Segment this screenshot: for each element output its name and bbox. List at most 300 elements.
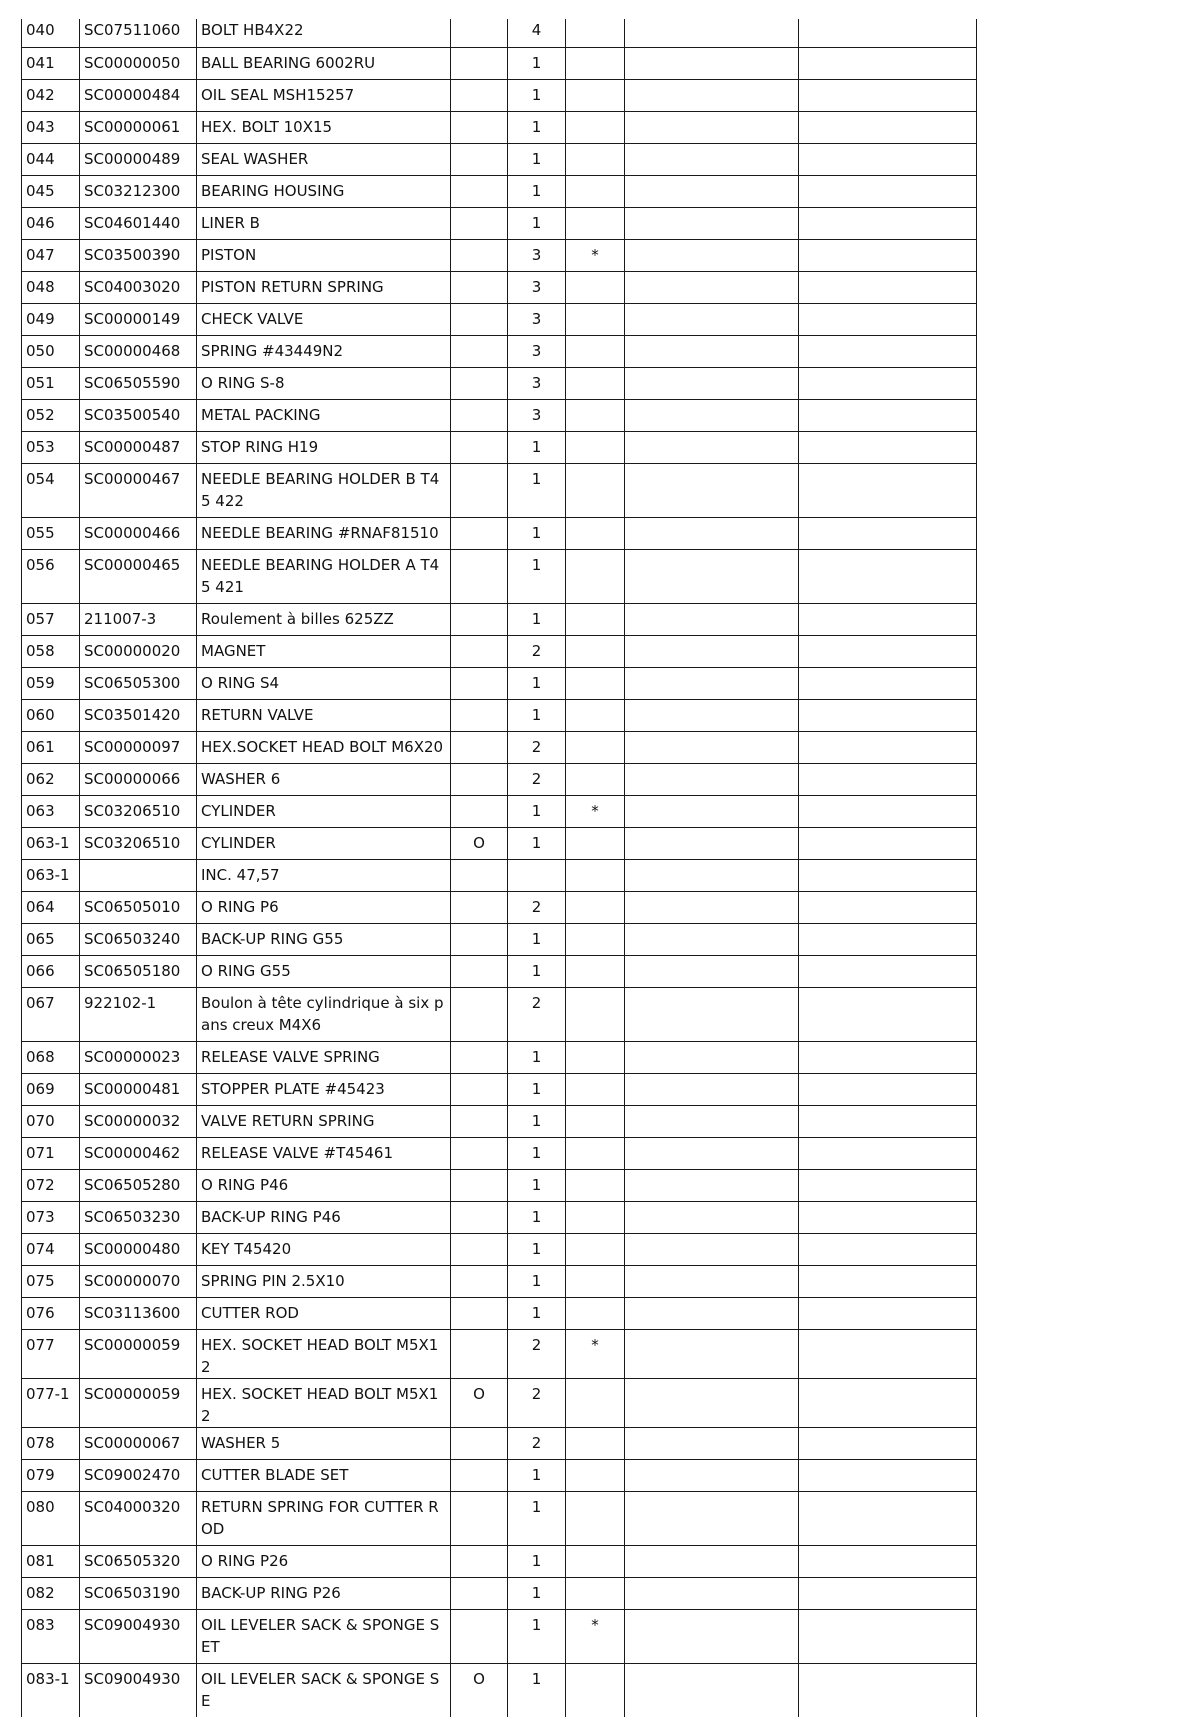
blank-cell-1 — [625, 79, 799, 111]
blank-cell-1 — [625, 1105, 799, 1137]
mark-cell: * — [566, 239, 625, 271]
option-cell — [451, 955, 508, 987]
part-code-cell: SC00000489 — [80, 143, 197, 175]
table-row — [22, 79, 977, 111]
part-number-cell: 066 — [22, 955, 80, 987]
part-name-cell: O RING P26 — [197, 1545, 451, 1577]
blank-cell-1 — [625, 335, 799, 367]
mark-cell — [566, 987, 625, 1041]
part-number-cell: 067 — [22, 987, 80, 1041]
mark-cell — [566, 1427, 625, 1459]
part-number-cell: 083-1 — [22, 1663, 80, 1717]
mark-cell — [566, 399, 625, 431]
table-row — [22, 1041, 977, 1073]
part-code-cell: SC00000467 — [80, 463, 197, 517]
part-name-cell: OIL LEVELER SACK & SPONGE SET — [197, 1609, 451, 1663]
mark-cell — [566, 79, 625, 111]
part-name-cell: KEY T45420 — [197, 1233, 451, 1265]
quantity-cell: 2 — [508, 763, 566, 795]
blank-cell-2 — [799, 1041, 977, 1073]
part-name-cell: RETURN SPRING FOR CUTTER ROD — [197, 1491, 451, 1545]
part-number-cell: 040 — [22, 19, 80, 47]
part-number-cell: 075 — [22, 1265, 80, 1297]
option-cell — [451, 463, 508, 517]
option-cell — [451, 763, 508, 795]
blank-cell-1 — [625, 1609, 799, 1663]
blank-cell-2 — [799, 239, 977, 271]
option-cell — [451, 47, 508, 79]
blank-cell-2 — [799, 175, 977, 207]
option-cell — [451, 1427, 508, 1459]
quantity-cell: 1 — [508, 1169, 566, 1201]
part-code-cell: SC06503230 — [80, 1201, 197, 1233]
part-name-cell: OIL SEAL MSH15257 — [197, 79, 451, 111]
parts-list-body — [22, 19, 977, 1717]
mark-cell — [566, 891, 625, 923]
quantity-cell: 1 — [508, 517, 566, 549]
table-row — [22, 1233, 977, 1265]
part-code-cell: 922102-1 — [80, 987, 197, 1041]
table-row — [22, 1073, 977, 1105]
part-name-cell: RELEASE VALVE #T45461 — [197, 1137, 451, 1169]
quantity-cell: 2 — [508, 891, 566, 923]
quantity-cell: 2 — [508, 1378, 566, 1427]
option-cell: O — [451, 827, 508, 859]
part-number-cell: 082 — [22, 1577, 80, 1609]
blank-cell-2 — [799, 517, 977, 549]
part-number-cell: 061 — [22, 731, 80, 763]
blank-cell-2 — [799, 1427, 977, 1459]
quantity-cell: 1 — [508, 1297, 566, 1329]
option-cell — [451, 731, 508, 763]
mark-cell — [566, 463, 625, 517]
option-cell — [451, 207, 508, 239]
part-number-cell: 072 — [22, 1169, 80, 1201]
quantity-cell: 1 — [508, 1459, 566, 1491]
part-number-cell: 045 — [22, 175, 80, 207]
table-row — [22, 1169, 977, 1201]
mark-cell — [566, 1041, 625, 1073]
mark-cell — [566, 1577, 625, 1609]
blank-cell-2 — [799, 1459, 977, 1491]
option-cell — [451, 635, 508, 667]
part-code-cell: SC09004930 — [80, 1609, 197, 1663]
option-cell — [451, 335, 508, 367]
part-number-cell: 077-1 — [22, 1378, 80, 1427]
table-row — [22, 1297, 977, 1329]
table-row — [22, 367, 977, 399]
blank-cell-2 — [799, 955, 977, 987]
blank-cell-1 — [625, 603, 799, 635]
mark-cell — [566, 699, 625, 731]
mark-cell — [566, 763, 625, 795]
part-number-cell: 056 — [22, 549, 80, 603]
part-number-cell: 053 — [22, 431, 80, 463]
blank-cell-2 — [799, 891, 977, 923]
blank-cell-1 — [625, 1297, 799, 1329]
blank-cell-1 — [625, 1491, 799, 1545]
option-cell — [451, 1041, 508, 1073]
table-row — [22, 635, 977, 667]
option-cell — [451, 1459, 508, 1491]
option-cell — [451, 549, 508, 603]
part-number-cell: 057 — [22, 603, 80, 635]
part-number-cell: 059 — [22, 667, 80, 699]
blank-cell-1 — [625, 175, 799, 207]
part-code-cell: SC00000061 — [80, 111, 197, 143]
part-number-cell: 050 — [22, 335, 80, 367]
mark-cell — [566, 175, 625, 207]
parts-list-table — [21, 19, 977, 1717]
quantity-cell: 1 — [508, 1663, 566, 1717]
quantity-cell: 1 — [508, 1545, 566, 1577]
table-row — [22, 1577, 977, 1609]
part-code-cell: SC03212300 — [80, 175, 197, 207]
table-row — [22, 1329, 977, 1378]
quantity-cell: 1 — [508, 1105, 566, 1137]
blank-cell-1 — [625, 111, 799, 143]
blank-cell-1 — [625, 1265, 799, 1297]
part-number-cell: 065 — [22, 923, 80, 955]
quantity-cell: 1 — [508, 667, 566, 699]
quantity-cell: 2 — [508, 1427, 566, 1459]
part-name-cell: WASHER 6 — [197, 763, 451, 795]
part-code-cell — [80, 859, 197, 891]
quantity-cell: 3 — [508, 367, 566, 399]
option-cell: O — [451, 1378, 508, 1427]
blank-cell-1 — [625, 1169, 799, 1201]
part-code-cell: SC06503240 — [80, 923, 197, 955]
table-row — [22, 517, 977, 549]
part-name-cell: BALL BEARING 6002RU — [197, 47, 451, 79]
mark-cell — [566, 111, 625, 143]
part-name-cell: BACK-UP RING P46 — [197, 1201, 451, 1233]
quantity-cell: 1 — [508, 795, 566, 827]
part-name-cell: METAL PACKING — [197, 399, 451, 431]
part-name-cell: SPRING #43449N2 — [197, 335, 451, 367]
blank-cell-1 — [625, 517, 799, 549]
option-cell — [451, 987, 508, 1041]
blank-cell-2 — [799, 207, 977, 239]
quantity-cell: 1 — [508, 1201, 566, 1233]
blank-cell-1 — [625, 635, 799, 667]
mark-cell — [566, 1459, 625, 1491]
mark-cell — [566, 1201, 625, 1233]
blank-cell-2 — [799, 1378, 977, 1427]
table-row — [22, 923, 977, 955]
table-row — [22, 667, 977, 699]
mark-cell — [566, 207, 625, 239]
blank-cell-1 — [625, 271, 799, 303]
part-code-cell: SC04000320 — [80, 1491, 197, 1545]
part-code-cell: SC09004930 — [80, 1663, 197, 1717]
part-number-cell: 048 — [22, 271, 80, 303]
blank-cell-1 — [625, 399, 799, 431]
option-cell — [451, 891, 508, 923]
part-name-cell: CUTTER BLADE SET — [197, 1459, 451, 1491]
blank-cell-1 — [625, 1041, 799, 1073]
mark-cell: * — [566, 1329, 625, 1378]
blank-cell-1 — [625, 47, 799, 79]
part-code-cell: SC06505320 — [80, 1545, 197, 1577]
table-row — [22, 303, 977, 335]
table-row — [22, 603, 977, 635]
quantity-cell: 1 — [508, 1233, 566, 1265]
part-name-cell: VALVE RETURN SPRING — [197, 1105, 451, 1137]
part-number-cell: 068 — [22, 1041, 80, 1073]
part-code-cell: SC03113600 — [80, 1297, 197, 1329]
blank-cell-2 — [799, 603, 977, 635]
mark-cell — [566, 143, 625, 175]
blank-cell-1 — [625, 1663, 799, 1717]
blank-cell-1 — [625, 667, 799, 699]
quantity-cell: 1 — [508, 463, 566, 517]
blank-cell-2 — [799, 1073, 977, 1105]
quantity-cell: 2 — [508, 1329, 566, 1378]
part-number-cell: 043 — [22, 111, 80, 143]
part-number-cell: 079 — [22, 1459, 80, 1491]
table-row — [22, 1459, 977, 1491]
part-number-cell: 063 — [22, 795, 80, 827]
blank-cell-1 — [625, 303, 799, 335]
part-name-cell: CUTTER ROD — [197, 1297, 451, 1329]
option-cell — [451, 1073, 508, 1105]
part-code-cell: SC04601440 — [80, 207, 197, 239]
option-cell — [451, 431, 508, 463]
table-row — [22, 891, 977, 923]
option-cell: O — [451, 1663, 508, 1717]
mark-cell — [566, 271, 625, 303]
blank-cell-2 — [799, 923, 977, 955]
mark-cell — [566, 923, 625, 955]
part-name-cell: CHECK VALVE — [197, 303, 451, 335]
table-row — [22, 763, 977, 795]
table-row — [22, 699, 977, 731]
blank-cell-2 — [799, 19, 977, 47]
table-row — [22, 859, 977, 891]
option-cell — [451, 1169, 508, 1201]
option-cell — [451, 271, 508, 303]
mark-cell — [566, 1105, 625, 1137]
table-row — [22, 1378, 977, 1427]
blank-cell-2 — [799, 667, 977, 699]
table-row — [22, 827, 977, 859]
part-name-cell: NEEDLE BEARING #RNAF81510 — [197, 517, 451, 549]
mark-cell — [566, 549, 625, 603]
quantity-cell: 1 — [508, 549, 566, 603]
table-row — [22, 1545, 977, 1577]
blank-cell-1 — [625, 827, 799, 859]
part-code-cell: SC03501420 — [80, 699, 197, 731]
part-number-cell: 064 — [22, 891, 80, 923]
part-code-cell: SC00000059 — [80, 1378, 197, 1427]
option-cell — [451, 79, 508, 111]
part-name-cell: O RING G55 — [197, 955, 451, 987]
quantity-cell: 1 — [508, 47, 566, 79]
quantity-cell: 4 — [508, 19, 566, 47]
blank-cell-2 — [799, 1233, 977, 1265]
quantity-cell: 1 — [508, 699, 566, 731]
part-name-cell: CYLINDER — [197, 827, 451, 859]
quantity-cell: 1 — [508, 1073, 566, 1105]
blank-cell-2 — [799, 271, 977, 303]
option-cell — [451, 111, 508, 143]
mark-cell — [566, 1073, 625, 1105]
part-name-cell: HEX.SOCKET HEAD BOLT M6X20 — [197, 731, 451, 763]
part-code-cell: SC03500540 — [80, 399, 197, 431]
blank-cell-2 — [799, 431, 977, 463]
quantity-cell: 1 — [508, 111, 566, 143]
quantity-cell: 1 — [508, 1577, 566, 1609]
part-number-cell: 060 — [22, 699, 80, 731]
part-number-cell: 051 — [22, 367, 80, 399]
blank-cell-1 — [625, 763, 799, 795]
blank-cell-2 — [799, 1137, 977, 1169]
table-row — [22, 207, 977, 239]
option-cell — [451, 1609, 508, 1663]
option-cell — [451, 1297, 508, 1329]
quantity-cell: 3 — [508, 399, 566, 431]
option-cell — [451, 143, 508, 175]
table-row — [22, 271, 977, 303]
part-name-cell: NEEDLE BEARING HOLDER A T45 421 — [197, 549, 451, 603]
table-row — [22, 731, 977, 763]
blank-cell-2 — [799, 399, 977, 431]
blank-cell-1 — [625, 731, 799, 763]
option-cell — [451, 1265, 508, 1297]
part-name-cell: STOP RING H19 — [197, 431, 451, 463]
blank-cell-2 — [799, 1329, 977, 1378]
blank-cell-1 — [625, 1329, 799, 1378]
blank-cell-2 — [799, 111, 977, 143]
part-name-cell: Roulement à billes 625ZZ — [197, 603, 451, 635]
part-name-cell: STOPPER PLATE #45423 — [197, 1073, 451, 1105]
part-name-cell: LINER B — [197, 207, 451, 239]
part-code-cell: SC00000066 — [80, 763, 197, 795]
mark-cell — [566, 19, 625, 47]
option-cell — [451, 19, 508, 47]
table-row — [22, 1201, 977, 1233]
part-number-cell: 042 — [22, 79, 80, 111]
quantity-cell: 2 — [508, 635, 566, 667]
blank-cell-2 — [799, 1201, 977, 1233]
blank-cell-2 — [799, 1297, 977, 1329]
part-code-cell: SC00000020 — [80, 635, 197, 667]
blank-cell-2 — [799, 549, 977, 603]
option-cell — [451, 1577, 508, 1609]
part-code-cell: SC00000067 — [80, 1427, 197, 1459]
part-name-cell: CYLINDER — [197, 795, 451, 827]
blank-cell-2 — [799, 763, 977, 795]
option-cell — [451, 1545, 508, 1577]
part-name-cell: O RING P6 — [197, 891, 451, 923]
mark-cell — [566, 1545, 625, 1577]
part-number-cell: 080 — [22, 1491, 80, 1545]
blank-cell-2 — [799, 731, 977, 763]
part-name-cell: PISTON — [197, 239, 451, 271]
part-code-cell: SC00000466 — [80, 517, 197, 549]
part-code-cell: SC00000149 — [80, 303, 197, 335]
table-row — [22, 795, 977, 827]
blank-cell-1 — [625, 891, 799, 923]
mark-cell — [566, 1265, 625, 1297]
part-number-cell: 076 — [22, 1297, 80, 1329]
blank-cell-2 — [799, 1545, 977, 1577]
table-row — [22, 431, 977, 463]
part-code-cell: SC00000032 — [80, 1105, 197, 1137]
mark-cell — [566, 517, 625, 549]
mark-cell: * — [566, 795, 625, 827]
blank-cell-1 — [625, 699, 799, 731]
part-number-cell: 044 — [22, 143, 80, 175]
quantity-cell: 1 — [508, 1491, 566, 1545]
quantity-cell: 1 — [508, 923, 566, 955]
part-code-cell: SC04003020 — [80, 271, 197, 303]
part-code-cell: SC00000468 — [80, 335, 197, 367]
table-row — [22, 1137, 977, 1169]
option-cell — [451, 859, 508, 891]
blank-cell-1 — [625, 367, 799, 399]
part-code-cell: SC00000023 — [80, 1041, 197, 1073]
mark-cell — [566, 335, 625, 367]
blank-cell-2 — [799, 1609, 977, 1663]
blank-cell-2 — [799, 827, 977, 859]
blank-cell-1 — [625, 795, 799, 827]
blank-cell-1 — [625, 1427, 799, 1459]
option-cell — [451, 1233, 508, 1265]
mark-cell — [566, 731, 625, 763]
quantity-cell: 1 — [508, 1137, 566, 1169]
blank-cell-1 — [625, 987, 799, 1041]
mark-cell — [566, 1137, 625, 1169]
part-code-cell: SC07511060 — [80, 19, 197, 47]
blank-cell-2 — [799, 1491, 977, 1545]
part-code-cell: SC00000487 — [80, 431, 197, 463]
part-number-cell: 049 — [22, 303, 80, 335]
blank-cell-1 — [625, 1201, 799, 1233]
option-cell — [451, 1201, 508, 1233]
quantity-cell: 1 — [508, 827, 566, 859]
part-code-cell: SC00000480 — [80, 1233, 197, 1265]
part-name-cell: BOLT HB4X22 — [197, 19, 451, 47]
option-cell — [451, 795, 508, 827]
table-row — [22, 955, 977, 987]
quantity-cell: 1 — [508, 143, 566, 175]
table-row — [22, 143, 977, 175]
part-number-cell: 054 — [22, 463, 80, 517]
table-row — [22, 1663, 977, 1717]
part-number-cell: 083 — [22, 1609, 80, 1663]
quantity-cell: 1 — [508, 1609, 566, 1663]
blank-cell-1 — [625, 239, 799, 271]
table-row — [22, 239, 977, 271]
part-code-cell: SC00000097 — [80, 731, 197, 763]
quantity-cell: 1 — [508, 955, 566, 987]
part-code-cell: SC00000070 — [80, 1265, 197, 1297]
part-name-cell: SEAL WASHER — [197, 143, 451, 175]
mark-cell — [566, 955, 625, 987]
part-name-cell: SPRING PIN 2.5X10 — [197, 1265, 451, 1297]
quantity-cell: 2 — [508, 987, 566, 1041]
quantity-cell: 1 — [508, 1041, 566, 1073]
blank-cell-2 — [799, 1663, 977, 1717]
part-name-cell: NEEDLE BEARING HOLDER B T45 422 — [197, 463, 451, 517]
part-code-cell: 211007-3 — [80, 603, 197, 635]
blank-cell-1 — [625, 19, 799, 47]
option-cell — [451, 399, 508, 431]
mark-cell — [566, 1233, 625, 1265]
blank-cell-2 — [799, 367, 977, 399]
